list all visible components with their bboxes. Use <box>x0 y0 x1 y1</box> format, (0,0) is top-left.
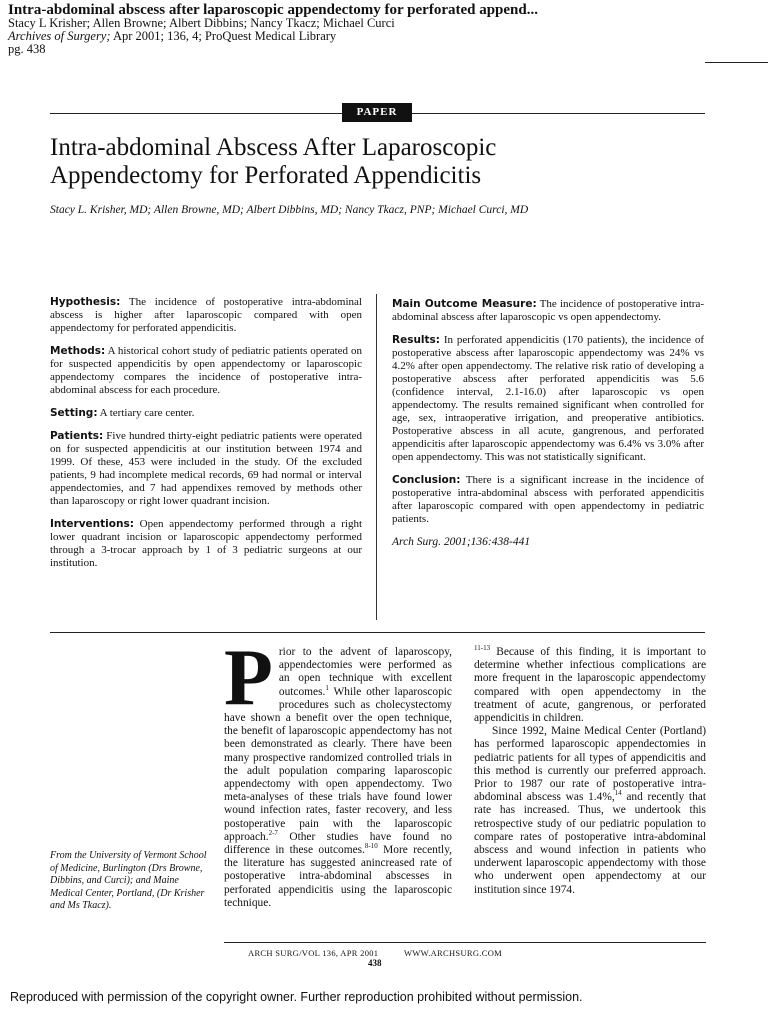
footer-url[interactable]: WWW.ARCHSURG.COM <box>404 948 502 958</box>
abstract-methods <box>50 345 362 397</box>
conclusion-text: There is a significant increase in the incidence of postoperative intra-abdominal abscess with perforated appendicitis after laparoscopic compared with open appendectomy in pediatric patients. <box>392 474 704 525</box>
body-text: More recently, the literature has suggested anincreased rate of postoperative intra-abdominal abscesses in perforated appendicitis using the laparoscopic technique. <box>224 844 452 909</box>
body-text: Since 1992, Maine Medical Center (Portland) has performed laparoscopic appendectomies in pediatric patients for all types of appendicitis and this method is currently our preferred approach. Prior to 1987 our rate of postoperative intra-abdominal abscess was 1.4%, <box>474 725 706 804</box>
abstract-setting <box>50 407 362 420</box>
abstract-results <box>392 334 704 464</box>
body-text: While other laparoscopic procedures such as cholecystectomy have shown a benefit over the open technique, the benefit of laparoscopic appendectomy has not been demonstrated as clearly. There have been many prospective randomized controlled trials in the adult population comparing laparoscopic appendectomy with open appendectomy. Two meta-analyses of these trials have found lower wound infection rates, faster recovery, and less postoperative pain with the laparoscopic approach. <box>224 685 452 843</box>
setting-heading: Setting: <box>50 407 98 419</box>
footer-divider <box>224 942 706 943</box>
body-divider <box>50 632 705 633</box>
hypothesis-heading: Hypothesis: <box>50 296 121 308</box>
reference-mark: 1 <box>325 683 329 692</box>
citation-details: Apr 2001; 136, 4; ProQuest Medical Library <box>110 29 337 43</box>
hypothesis-text: The incidence of postoperative intra-abdominal abscess is higher after laparoscopic compared with open appendectomy for perforated appendicitis. <box>50 296 362 334</box>
abstract-right-column <box>392 298 704 549</box>
results-text: In perforated appendicitis (170 patients), the incidence of postoperative abscess after laparoscopic appendectomy was 24% vs 4.2% after open appendectomy. The relative risk ratio of developing a postoperative abscess after perforated appendicitis was 5.6 (confidence interval, 2.1-16.0) after laparoscopic vs open appendectomy. The results remained significant when controlled for age, sex, intraoperative irrigation, and preoperative antibiotics. Postoperative abscess in all acute, gangrenous, and perforated appendicitis after laparoscopic appendectomy was 6.4% vs 3.0% after open appendectomy. This was not statistically significant. <box>392 334 704 463</box>
body-column-right <box>474 646 706 897</box>
body-text: Because of this finding, it is important to determine whether infectious complications are more frequent in the laparoscopic appendectomy compared with open appendectomy in the treatment of acute, gangrenous, or perforated appendicitis in children. <box>474 646 706 725</box>
citation-title: Intra-abdominal abscess after laparoscopic appendectomy for perforated append... <box>8 2 538 18</box>
author-affiliation: From the University of Vermont School of Medicine, Burlington (Drs Browne, Dibbins, and Curci); and Maine Medical Center, Portland, (Dr Krisher and Ms Tkacz). <box>50 850 207 911</box>
abstract-interventions <box>50 518 362 570</box>
abstract-conclusion <box>392 474 704 526</box>
outcome-heading: Main Outcome Measure: <box>392 298 537 310</box>
interventions-text: Open appendectomy performed through a right lower quadrant incision or laparoscopic appendectomy performed through a 3-trocar approach by 1 of 3 pediatric surgeons at our institution. <box>50 518 362 569</box>
methods-text: A historical cohort study of pediatric patients operated on for suspected appendicitis by open appendectomy or laparoscopic appendectomy compares the incidence of postoperative intra-abdominal abscess for each procedure. <box>50 345 362 396</box>
section-label: PAPER <box>342 103 412 122</box>
body-paragraph-2 <box>474 725 706 897</box>
abstract-outcome <box>392 298 704 324</box>
reference-mark: 11-13 <box>474 644 491 653</box>
abstract-column-divider <box>376 294 377 620</box>
article-title <box>50 134 710 190</box>
footer-page-number: 438 <box>368 958 382 968</box>
reference-mark: 2-7 <box>268 829 278 838</box>
abstract-left-column <box>50 296 362 580</box>
article-authors: Stacy L. Krisher, MD; Allen Browne, MD; Albert Dibbins, MD; Nancy Tkacz, PNP; Michael Curci, MD <box>50 204 529 216</box>
abstract-citation: Arch Surg. 2001;136:438-441 <box>392 536 531 548</box>
drop-cap: P <box>224 634 273 722</box>
citation-page: pg. 438 <box>8 42 46 56</box>
patients-text: Five hundred thirty-eight pediatric patients were operated on for suspected appendicitis at our institution between 1974 and 1999. Of these, 453 were included in the study. Of the excluded patients, 9 had incomplete medical records, 69 had normal or interval appendectomies, and 7 had appendixes removed by methods other than laparoscopy or right lower quadrant incision. <box>50 430 362 507</box>
abstract-hypothesis <box>50 296 362 335</box>
reference-mark: 8-10 <box>364 842 378 851</box>
conclusion-heading: Conclusion: <box>392 474 461 486</box>
citation-source <box>8 30 336 43</box>
body-text: Other studies have found no difference in these outcomes. <box>224 830 452 857</box>
body-column-middle <box>224 634 452 910</box>
abstract-patients <box>50 430 362 508</box>
copyright-notice: Reproduced with permission of the copyright owner. Further reproduction prohibited without permission. <box>10 990 583 1004</box>
interventions-heading: Interventions: <box>50 518 134 530</box>
reference-mark: 14 <box>614 789 622 798</box>
citation-authors: Stacy L Krisher; Allen Browne; Albert Dibbins; Nancy Tkacz; Michael Curci <box>8 16 395 30</box>
title-line-2: Appendectomy for Perforated Appendicitis <box>50 162 482 189</box>
setting-text: A tertiary care center. <box>97 407 195 419</box>
body-text: rior to the advent of laparoscopy, appendectomies were performed as an open technique with excellent outcomes. <box>278 646 452 698</box>
body-paragraph-1-cont <box>474 646 706 725</box>
top-divider <box>705 62 768 63</box>
citation-journal: Archives of Surgery; <box>8 29 111 43</box>
title-line-1: Intra-abdominal Abscess After Laparoscopic <box>50 134 497 161</box>
footer-journal: ARCH SURG/VOL 136, APR 2001 <box>248 948 379 958</box>
outcome-text: The incidence of postoperative intra-abdominal abscess after laparoscopic vs open appendectomy. <box>392 298 705 323</box>
results-heading: Results: <box>392 334 440 346</box>
methods-heading: Methods: <box>50 345 106 357</box>
patients-heading: Patients: <box>50 430 104 442</box>
body-text: and recently that rate has increased. Thus, we undertook this retrospective study of our pediatric population to compare rates of postoperative intra-abdominal abscess and wound infection in patients who underwent laparoscopic appendectomy with those who underwent open appendectomy at our institution since 1974. <box>474 791 707 896</box>
